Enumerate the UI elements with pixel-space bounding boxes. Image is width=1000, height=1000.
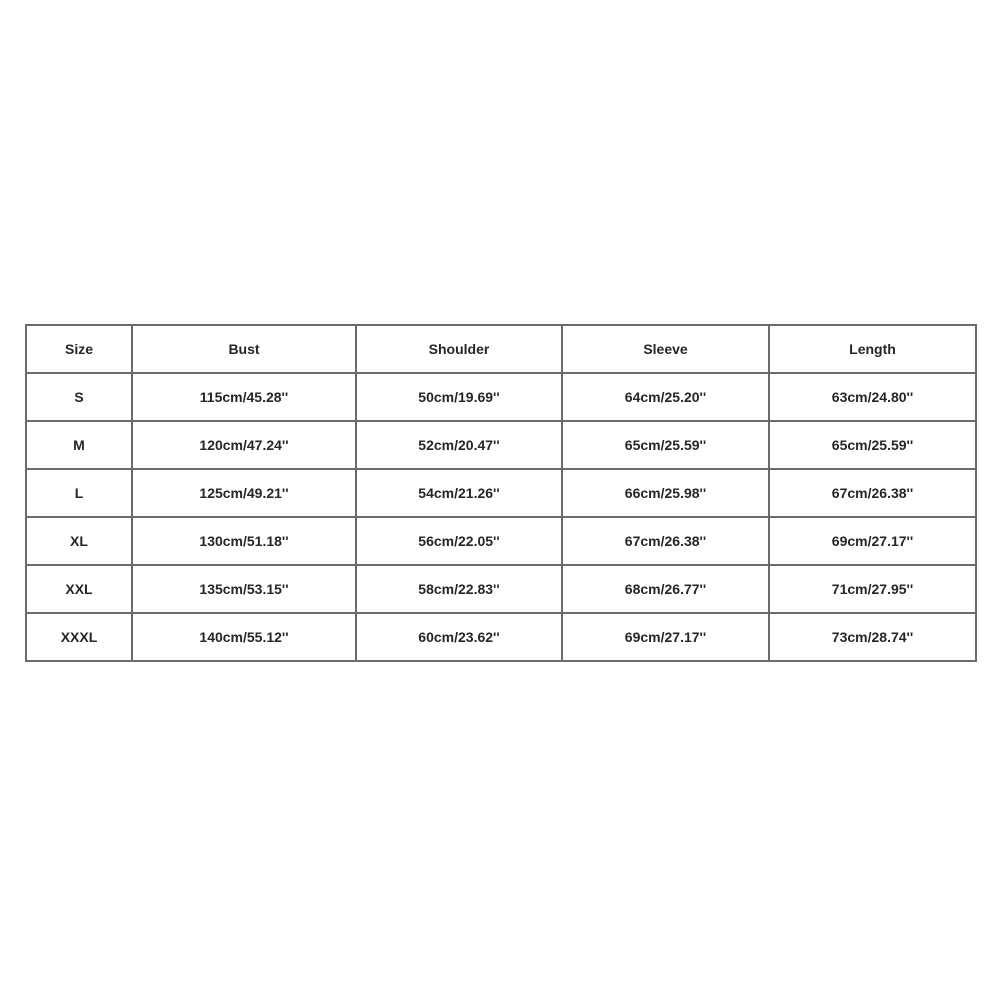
size-cell: L [26, 469, 132, 517]
header-length: Length [769, 325, 976, 373]
table-row [26, 613, 976, 661]
header-sleeve: Sleeve [562, 325, 769, 373]
shoulder-cell: 58cm/22.83'' [356, 565, 562, 613]
shoulder-cell: 52cm/20.47'' [356, 421, 562, 469]
sleeve-cell: 65cm/25.59'' [562, 421, 769, 469]
sleeve-cell: 69cm/27.17'' [562, 613, 769, 661]
bust-cell: 130cm/51.18'' [132, 517, 356, 565]
size-cell: M [26, 421, 132, 469]
size-cell: XXXL [26, 613, 132, 661]
table-row [26, 565, 976, 613]
shoulder-cell: 60cm/23.62'' [356, 613, 562, 661]
size-cell: XL [26, 517, 132, 565]
size-cell: S [26, 373, 132, 421]
length-cell: 69cm/27.17'' [769, 517, 976, 565]
length-cell: 63cm/24.80'' [769, 373, 976, 421]
shoulder-cell: 56cm/22.05'' [356, 517, 562, 565]
table-row [26, 469, 976, 517]
size-cell: XXL [26, 565, 132, 613]
bust-cell: 135cm/53.15'' [132, 565, 356, 613]
table-row [26, 373, 976, 421]
bust-cell: 115cm/45.28'' [132, 373, 356, 421]
size-chart-table [25, 324, 977, 662]
table-header-row [26, 325, 976, 373]
shoulder-cell: 50cm/19.69'' [356, 373, 562, 421]
length-cell: 65cm/25.59'' [769, 421, 976, 469]
shoulder-cell: 54cm/21.26'' [356, 469, 562, 517]
length-cell: 67cm/26.38'' [769, 469, 976, 517]
length-cell: 71cm/27.95'' [769, 565, 976, 613]
bust-cell: 120cm/47.24'' [132, 421, 356, 469]
sleeve-cell: 66cm/25.98'' [562, 469, 769, 517]
bust-cell: 140cm/55.12'' [132, 613, 356, 661]
length-cell: 73cm/28.74'' [769, 613, 976, 661]
bust-cell: 125cm/49.21'' [132, 469, 356, 517]
table-row [26, 517, 976, 565]
sleeve-cell: 67cm/26.38'' [562, 517, 769, 565]
header-size: Size [26, 325, 132, 373]
header-shoulder: Shoulder [356, 325, 562, 373]
sleeve-cell: 64cm/25.20'' [562, 373, 769, 421]
header-bust: Bust [132, 325, 356, 373]
sleeve-cell: 68cm/26.77'' [562, 565, 769, 613]
table-row [26, 421, 976, 469]
